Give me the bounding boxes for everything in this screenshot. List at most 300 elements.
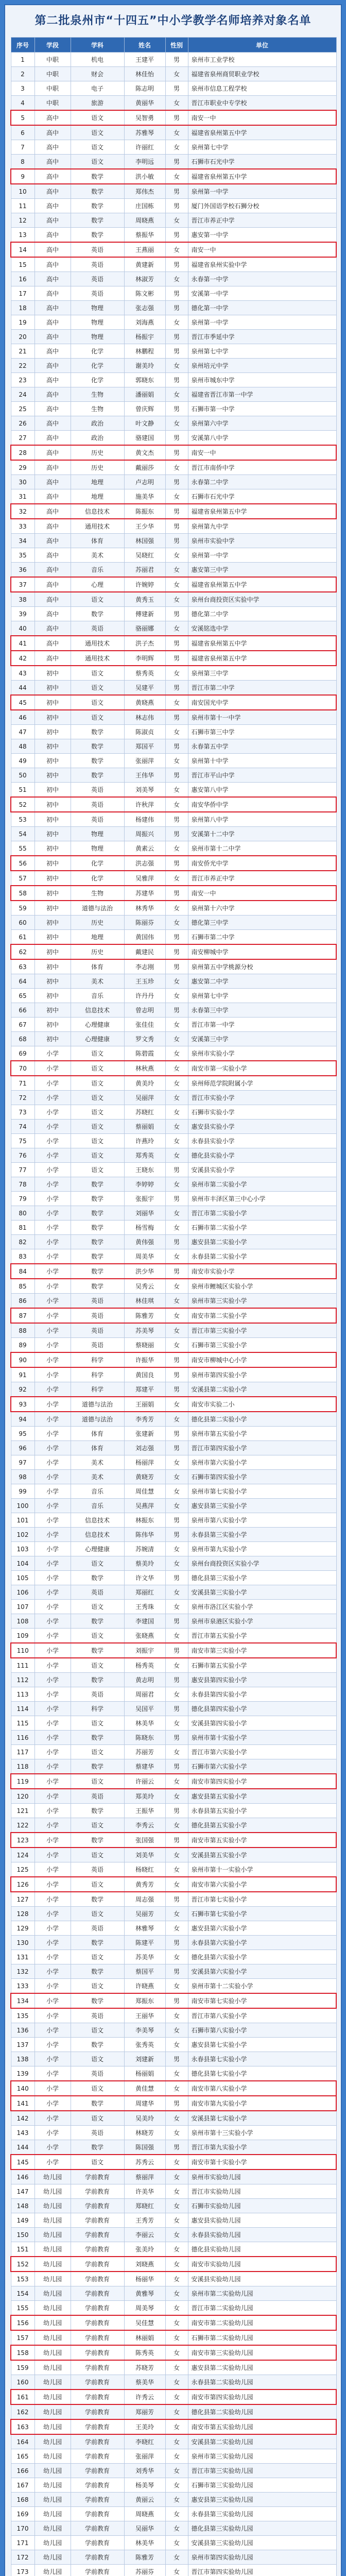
cell-gender: 女 [165,2170,188,2184]
cell-name: 叶文静 [124,416,165,431]
table-row [11,916,336,930]
cell-name: 潘丽娟 [124,387,165,402]
table-row-highlighted [11,2345,336,2360]
cell-subject: 语文 [71,110,124,125]
cell-name: 许美华 [124,2184,165,2199]
cell-school: 南安市第十实验小学 [188,2155,336,2170]
cell-stage: 幼儿园 [34,2242,71,2257]
cell-subject: 数学 [71,1673,124,1687]
cell-index: 45 [11,695,34,710]
table-row [11,959,336,974]
cell-gender: 女 [165,2286,188,2301]
cell-name: 许丽云 [124,1774,165,1789]
table-row [11,1470,336,1484]
cell-gender: 男 [165,1163,188,1177]
cell-gender: 男 [165,344,188,359]
cell-name: 林佳琪 [124,1294,165,1309]
cell-school: 南安华侨中学 [188,797,336,812]
cell-index: 133 [11,1979,34,1994]
cell-subject: 语文 [71,140,124,155]
cell-name: 陈晓东 [124,1731,165,1745]
cell-stage: 高中 [34,636,71,651]
cell-school: 南安市第二实验幼儿园 [188,2315,336,2330]
cell-name: 苏婉清 [124,1542,165,1556]
cell-subject: 语文 [71,1848,124,1862]
cell-name: 李美琴 [124,2023,165,2038]
cell-stage: 高中 [34,140,71,155]
table-row [11,1513,336,1528]
cell-gender: 女 [165,1687,188,1702]
cell-school: 石狮市实验小学 [188,1105,336,1120]
cell-gender: 男 [165,1643,188,1658]
cell-index: 104 [11,1556,34,1571]
cell-gender: 女 [165,2315,188,2330]
cell-index: 92 [11,1382,34,1397]
cell-index: 11 [11,199,34,213]
cell-stage: 小学 [34,1412,71,1427]
cell-name: 苏雅琴 [124,125,165,140]
cell-gender: 女 [165,2184,188,2199]
cell-stage: 小学 [34,1702,71,1716]
cell-subject: 数学 [71,199,124,213]
cell-subject: 学前教育 [71,2419,124,2434]
cell-name: 刘美琴 [124,783,165,798]
cell-name: 苏建华 [124,886,165,901]
table-row [11,1163,336,1177]
cell-subject: 历史 [71,944,124,959]
cell-gender: 女 [165,272,188,286]
cell-stage: 初中 [34,754,71,768]
cell-subject: 语文 [71,1091,124,1105]
cell-gender: 男 [165,944,188,959]
cell-stage: 初中 [34,681,71,696]
cell-gender: 男 [165,1892,188,1907]
table-row [11,228,336,243]
cell-subject: 物理 [71,330,124,344]
cell-school: 泉州市城东中学 [188,373,336,387]
cell-name: 许丽红 [124,140,165,155]
cell-school: 石狮市第三实验幼儿园 [188,2478,336,2493]
cell-gender: 男 [165,257,188,272]
cell-index: 143 [11,2126,34,2140]
cell-index: 91 [11,1367,34,1382]
cell-name: 林美华 [124,1716,165,1731]
cell-school: 福建省泉州第五中学 [188,169,336,184]
cell-index: 109 [11,1629,34,1643]
cell-gender: 男 [165,886,188,901]
cell-stage: 幼儿园 [34,2315,71,2330]
cell-school: 南安市第二实验小学 [188,1308,336,1323]
cell-school: 安溪县第三实验幼儿园 [188,2536,336,2550]
cell-subject: 体育 [71,959,124,974]
cell-index: 154 [11,2286,34,2301]
cell-subject: 化学 [71,359,124,373]
cell-stage: 幼儿园 [34,2360,71,2375]
cell-gender: 男 [165,1833,188,1848]
cell-index: 75 [11,1134,34,1148]
table-row [11,67,336,81]
cell-subject: 语文 [71,1658,124,1673]
cell-index: 96 [11,1441,34,1455]
cell-school: 泉州市工业学校 [188,53,336,67]
cell-gender: 女 [165,2565,188,2576]
cell-school: 晋江市养正中学 [188,871,336,886]
cell-stage: 高中 [34,359,71,373]
table-row [11,1804,336,1818]
table-row-highlighted [11,886,336,901]
cell-name: 黄秀玉 [124,592,165,607]
cell-school: 永春第一中学 [188,272,336,286]
cell-school: 泉州市信息工程学校 [188,81,336,96]
cell-gender: 男 [165,534,188,548]
table-row [11,1542,336,1556]
cell-name: 吴丽华 [124,2521,165,2536]
cell-gender: 女 [165,2536,188,2550]
table-row [11,1455,336,1470]
table-row [11,199,336,213]
cell-school: 福建省泉州第五中学 [188,651,336,666]
cell-subject: 英语 [71,242,124,257]
table-row [11,1556,336,1571]
cell-stage: 小学 [34,2126,71,2140]
cell-name: 陈秀英 [124,2345,165,2360]
cell-name: 蔡秀英 [124,666,165,681]
cell-index: 55 [11,841,34,856]
cell-subject: 语文 [71,2081,124,2096]
cell-school: 南安市第九实验小学 [188,2096,336,2111]
cell-stage: 小学 [34,1105,71,1120]
cell-subject: 信息技术 [71,504,124,519]
table-row [11,2550,336,2565]
document-title: 第二批泉州市“十四五”中小学教学名师培养对象名单 [34,14,312,27]
cell-school: 泉州市第五实验小学 [188,1427,336,1441]
cell-index: 138 [11,2052,34,2066]
cell-gender: 男 [165,1673,188,1687]
cell-name: 洪子杰 [124,636,165,651]
table-row [11,1382,336,1397]
table-row [11,1921,336,1936]
cell-gender: 男 [165,1702,188,1716]
table-row [11,725,336,739]
cell-index: 83 [11,1249,34,1264]
cell-subject: 数学 [71,169,124,184]
table-row [11,1412,336,1427]
cell-index: 26 [11,416,34,431]
cell-school: 惠安第三中学 [188,563,336,578]
cell-name: 黄丽华 [124,96,165,111]
cell-subject: 学前教育 [71,2565,124,2576]
table-row [11,901,336,916]
cell-index: 39 [11,607,34,621]
cell-index: 146 [11,2170,34,2184]
cell-gender: 男 [165,681,188,696]
table-row-highlighted [11,1877,336,1892]
cell-school: 南安一中 [188,886,336,901]
cell-index: 122 [11,1818,34,1833]
cell-school: 安溪县第六实验小学 [188,1964,336,1979]
cell-name: 黄文杰 [124,445,165,460]
cell-index: 113 [11,1687,34,1702]
table-row-highlighted [11,2096,336,2111]
cell-subject: 信息技术 [71,1003,124,1018]
table-row [11,592,336,607]
cell-subject: 化学 [71,856,124,871]
cell-stage: 小学 [34,2111,71,2126]
cell-gender: 女 [165,1221,188,1235]
cell-subject: 学前教育 [71,2434,124,2449]
cell-school: 泉州第一中学 [188,184,336,199]
cell-index: 107 [11,1600,34,1614]
cell-school: 泉州第三中学 [188,666,336,681]
cell-stage: 小学 [34,1427,71,1441]
cell-index: 12 [11,213,34,228]
table-row [11,827,336,841]
cell-name: 陈雅芳 [124,1308,165,1323]
cell-index: 119 [11,1774,34,1789]
cell-gender: 男 [165,1192,188,1206]
cell-gender: 女 [165,1585,188,1600]
cell-subject: 语文 [71,1120,124,1134]
cell-gender: 女 [165,67,188,81]
cell-stage: 高中 [34,155,71,170]
cell-subject: 语文 [71,125,124,140]
cell-stage: 小学 [34,1979,71,1994]
cell-school: 晋江市第二实验幼儿园 [188,2301,336,2316]
cell-subject: 化学 [71,373,124,387]
cell-subject: 语文 [71,1745,124,1759]
cell-index: 102 [11,1528,34,1542]
table-row [11,125,336,140]
cell-school: 晋江市实验小学 [188,1091,336,1105]
table-row-highlighted [11,504,336,519]
cell-subject: 通用技术 [71,519,124,534]
cell-gender: 女 [165,1046,188,1061]
cell-name: 林鹏程 [124,344,165,359]
cell-stage: 小学 [34,1382,71,1397]
table-row [11,272,336,286]
cell-stage: 幼儿园 [34,2478,71,2493]
cell-index: 77 [11,1163,34,1177]
cell-name: 杨雪梅 [124,1221,165,1235]
cell-name: 吴智勇 [124,110,165,125]
table-row [11,1279,336,1294]
cell-index: 36 [11,563,34,578]
cell-gender: 女 [165,1076,188,1091]
cell-name: 王晓东 [124,1163,165,1177]
cell-gender: 女 [165,1658,188,1673]
cell-school: 南安市实验小学 [188,1264,336,1279]
table-row [11,2360,336,2375]
cell-school: 晋江市第六实验小学 [188,1745,336,1759]
cell-name: 陈丽芬 [124,916,165,930]
cell-school: 泉州市第十三实验小学 [188,2126,336,2140]
cell-gender: 女 [165,2066,188,2081]
table-row-highlighted [11,1774,336,1789]
cell-school: 泉州第十中学 [188,754,336,768]
cell-gender: 男 [165,475,188,489]
cell-name: 苏晓芳 [124,2360,165,2375]
cell-gender: 女 [165,2038,188,2052]
cell-school: 石狮市第八实验小学 [188,2023,336,2038]
cell-school: 泉州第十六中学 [188,901,336,916]
cell-school: 泉州市第七实验小学 [188,1484,336,1499]
cell-index: 72 [11,1091,34,1105]
cell-index: 171 [11,2536,34,2550]
cell-school: 福建省晋江市第一中学 [188,387,336,402]
cell-index: 164 [11,2434,34,2449]
cell-index: 35 [11,548,34,563]
cell-index: 167 [11,2478,34,2493]
cell-name: 李明远 [124,155,165,170]
cell-subject: 数学 [71,228,124,243]
cell-subject: 英语 [71,1862,124,1877]
cell-subject: 道德与法治 [71,1397,124,1412]
cell-gender: 男 [165,651,188,666]
cell-name: 张佳佳 [124,1018,165,1032]
cell-school: 晋江市第五实验小学 [188,1629,336,1643]
cell-name: 王丽娟 [124,1397,165,1412]
cell-name: 陈志明 [124,81,165,96]
cell-subject: 英语 [71,1338,124,1353]
cell-subject: 科学 [71,1702,124,1716]
cell-gender: 女 [165,2360,188,2375]
cell-stage: 高中 [34,199,71,213]
cell-subject: 数学 [71,1571,124,1585]
cell-school: 德化第二中学 [188,607,336,621]
cell-subject: 地理 [71,489,124,504]
cell-name: 王振华 [124,1804,165,1818]
cell-stage: 小学 [34,1643,71,1658]
cell-name: 张建新 [124,1427,165,1441]
cell-stage: 小学 [34,1323,71,1338]
table-row [11,1148,336,1163]
cell-subject: 学前教育 [71,2507,124,2521]
cell-name: 杨美琴 [124,2478,165,2493]
cell-index: 129 [11,1921,34,1936]
cell-subject: 数学 [71,2096,124,2111]
cell-subject: 语文 [71,1950,124,1964]
cell-gender: 男 [165,930,188,945]
cell-school: 福建省泉州第五中学 [188,577,336,592]
table-row-highlighted [11,2389,336,2404]
table-row-highlighted [11,1993,336,2008]
cell-gender: 女 [165,2155,188,2170]
cell-index: 160 [11,2375,34,2390]
cell-gender: 男 [165,1382,188,1397]
cell-school: 泉州台商投资区实验小学 [188,1556,336,1571]
cell-index: 14 [11,242,34,257]
cell-gender: 女 [165,725,188,739]
cell-school: 泉州市丰泽区第三中心小学 [188,1192,336,1206]
cell-stage: 小学 [34,1338,71,1353]
cell-gender: 女 [165,1600,188,1614]
cell-name: 刘晓燕 [124,2257,165,2272]
cell-subject: 学前教育 [71,2242,124,2257]
cell-subject: 学前教育 [71,2170,124,2184]
cell-gender: 女 [165,783,188,798]
cell-gender: 男 [165,81,188,96]
cell-stage: 高中 [34,607,71,621]
cell-gender: 男 [165,2052,188,2066]
cell-stage: 高中 [34,169,71,184]
cell-subject: 英语 [71,257,124,272]
table-row [11,359,336,373]
cell-stage: 高中 [34,373,71,387]
cell-name: 骆建国 [124,431,165,446]
cell-index: 58 [11,886,34,901]
cell-school: 永春县第五实验小学 [188,1804,336,1818]
cell-school: 南安市柳城中心小学 [188,1352,336,1367]
cell-school: 安溪县第五实验小学 [188,1848,336,1862]
cell-subject: 学前教育 [71,2257,124,2272]
table-row [11,155,336,170]
cell-school: 南安一中 [188,110,336,125]
table-row [11,2507,336,2521]
cell-name: 林国强 [124,534,165,548]
cell-gender: 女 [165,1323,188,1338]
cell-index: 150 [11,2228,34,2242]
cell-stage: 小学 [34,1673,71,1687]
cell-subject: 通用技术 [71,651,124,666]
cell-index: 139 [11,2066,34,2081]
cell-stage: 初中 [34,944,71,959]
cell-school: 晋江市第二实验小学 [188,1206,336,1221]
cell-index: 156 [11,2315,34,2330]
table-row [11,2404,336,2419]
table-row [11,96,336,111]
cell-gender: 女 [165,2493,188,2507]
cell-stage: 幼儿园 [34,2389,71,2404]
cell-index: 159 [11,2360,34,2375]
cell-subject: 信息技术 [71,1528,124,1542]
cell-stage: 小学 [34,1833,71,1848]
cell-subject: 学前教育 [71,2286,124,2301]
cell-stage: 小学 [34,2140,71,2155]
cell-subject: 学前教育 [71,2345,124,2360]
cell-name: 郑丽红 [124,1585,165,1600]
cell-school: 南安侨光中学 [188,856,336,871]
cell-index: 53 [11,812,34,827]
table-row [11,2521,336,2536]
cell-gender: 女 [165,1134,188,1148]
cell-stage: 小学 [34,1264,71,1279]
cell-index: 125 [11,1862,34,1877]
cell-subject: 英语 [71,2066,124,2081]
cell-subject: 语文 [71,1076,124,1091]
cell-gender: 女 [165,125,188,140]
cell-school: 泉州市实验幼儿园 [188,2170,336,2184]
cell-stage: 幼儿园 [34,2213,71,2228]
cell-index: 100 [11,1499,34,1513]
cell-index: 127 [11,1892,34,1907]
cell-index: 74 [11,1120,34,1134]
cell-subject: 语文 [71,695,124,710]
table-row-highlighted [11,2315,336,2330]
cell-name: 周佳慧 [124,1484,165,1499]
cell-subject: 语文 [71,1163,124,1177]
cell-stage: 小学 [34,1716,71,1731]
cell-name: 王玉珍 [124,974,165,989]
cell-gender: 男 [165,827,188,841]
cell-stage: 小学 [34,1470,71,1484]
table-row [11,1221,336,1235]
cell-index: 24 [11,387,34,402]
cell-subject: 学前教育 [71,2184,124,2199]
cell-index: 19 [11,315,34,330]
cell-subject: 数学 [71,2140,124,2155]
cell-subject: 体育 [71,1441,124,1455]
cell-school: 泉州第八中学 [188,812,336,827]
